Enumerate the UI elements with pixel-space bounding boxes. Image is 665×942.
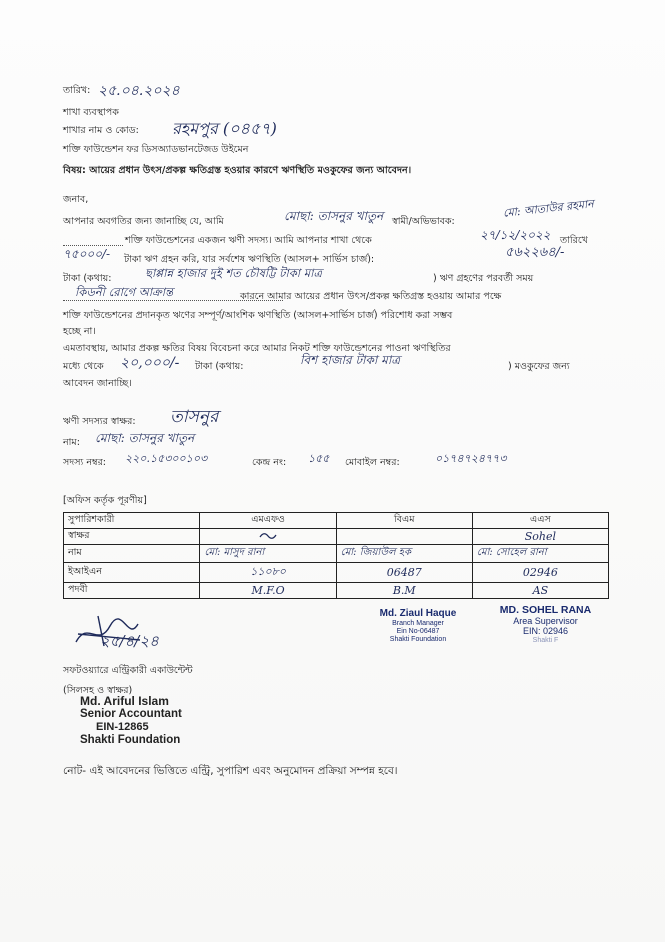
member-signature-label: ঋণী সদস্যর স্বাক্ষর: xyxy=(63,416,136,427)
accountant-stamp xyxy=(80,695,182,747)
balance-words-handwritten: ছাপ্পান্ন হাজার দুই শত চৌষট্টি টাকা মাত্র xyxy=(145,266,322,280)
center-no-label: কেন্দ্র নং: xyxy=(252,457,287,468)
stamp-name: MD. SOHEL RANA xyxy=(499,604,592,616)
body-text: টাকা (কথায়: xyxy=(195,361,244,372)
bm-designation: B.M xyxy=(336,583,472,599)
waiver-amount-handwritten: ২০,০০০/- xyxy=(120,355,180,371)
header-cell: এমএফও xyxy=(200,513,336,529)
branch-value: রহমপুর (০৪৫৭) xyxy=(172,119,277,138)
row-label: পদবী xyxy=(64,583,200,599)
row-label: ইআইএন xyxy=(64,563,200,583)
loan-amount-handwritten: ৭৫০০০/- xyxy=(63,247,111,261)
body-text: আপনার অবগতির জন্য জানাচ্ছি যে, আমি xyxy=(63,216,224,227)
area-supervisor-stamp xyxy=(483,604,608,645)
stamp-ein: Ein No-06487 xyxy=(396,627,440,635)
stamp-name: Md. Ziaul Haque xyxy=(379,608,457,619)
accountant-name: Md. Ariful Islam xyxy=(80,694,169,708)
stamp-ein: EIN: 02946 xyxy=(522,626,569,637)
table-header-row xyxy=(64,513,609,529)
approval-date: ২৫/৪/২৪ xyxy=(100,632,159,650)
body-text: মধ্যে থেকে xyxy=(63,361,104,372)
mfo-ein: ১১০৮০ xyxy=(200,563,336,583)
row-label: স্বাক্ষর xyxy=(64,529,200,545)
stamp-org: Shakti F xyxy=(532,636,559,644)
office-caption: [অফিস কর্তৃক পূরণীয়] xyxy=(63,495,147,506)
table-row xyxy=(64,583,609,599)
mfo-name: মো: মাসুদ রানা xyxy=(200,545,336,563)
member-name: মোছা: তাসনুর খাতুন xyxy=(95,431,195,445)
header-cell: এএস xyxy=(472,513,608,529)
member-name-label: নাম: xyxy=(63,437,80,448)
mfo-designation: M.F.O xyxy=(200,583,336,599)
body-text: আবেদন জানাচ্ছি। xyxy=(63,378,132,389)
table-row xyxy=(64,563,609,583)
as-signature: Sohel xyxy=(472,529,608,545)
row-label: নাম xyxy=(64,545,200,563)
mobile-no: ০১৭৪৭২৪৭৭৩ xyxy=(435,452,507,465)
member-signature: তাসনুর xyxy=(170,407,219,427)
date-value: ২৫.০৪.২০২৪ xyxy=(98,83,180,99)
center-no: ১৫৫ xyxy=(308,452,330,465)
bm-signature xyxy=(336,529,472,545)
recommendation-table xyxy=(63,512,609,599)
recipient-title: শাখা ব্যবস্থাপক xyxy=(63,107,119,118)
organization-line: শক্তি ফাউন্ডেশন ফর ডিসঅ্যাডভানটেজড উইমেন xyxy=(63,144,249,155)
as-ein: 02946 xyxy=(472,563,608,583)
body-text: তারিখে xyxy=(560,235,588,246)
member-no: ২২০.১৫৩০০১০৩ xyxy=(125,452,208,465)
body-text: কারনে আমার আয়ের প্রধান উৎস/প্রকল্প ক্ষতিগ্রস্ত হওয়ায় আমার পক্ষে xyxy=(240,291,502,302)
table-row xyxy=(64,529,609,545)
stamp-title: Branch Manager xyxy=(392,619,444,627)
body-text: ) ঋণ গ্রহণের পরবর্তী সময় xyxy=(433,273,534,284)
body-text: টাকা (কথায়: xyxy=(63,273,112,284)
signature-mark xyxy=(258,530,278,540)
subject-line: বিষয়: আয়ের প্রধান উৎস/প্রকল্প ক্ষতিগ্রস্ত হওয়ার কারণে ঋণস্থিতি মওকুফের জন্য আবেদন। xyxy=(63,165,412,176)
body-text: এমতাবস্থায়, আমার প্রকল্প ক্ষতির বিষয় বিবেচনা করে আমার নিকট শক্তি ফাউন্ডেশনের পাওনা ঋণস্থিতির xyxy=(63,343,451,354)
accountant-org: Shakti Foundation xyxy=(80,733,181,746)
accountant-title: Senior Accountant xyxy=(80,708,182,721)
accountant-seal-label: (সিলসহ ও স্বাক্ষর) xyxy=(63,685,133,696)
body-text: শক্তি ফাউন্ডেশনের প্রদানকৃত ঋণের সম্পূর্ণ/আংশিক ঋণস্থিতি (আসল+সার্ভিস চার্জ) পরিশোধ করা সম্ভব xyxy=(63,310,453,321)
accountant-label: সফটওয়্যারে এন্ট্রিকারী একাউন্টেন্ট xyxy=(63,665,193,676)
branch-label: শাখার নাম ও কোড: xyxy=(63,125,139,136)
accountant-ein: EIN-12865 xyxy=(96,721,149,734)
loan-date-handwritten: ২৭/১২/২০২২ xyxy=(480,228,551,242)
guardian-name-handwritten: মো: আতাউর রহমান xyxy=(502,197,595,220)
body-text: স্বামী/অভিভাবক: xyxy=(392,216,455,227)
table-row xyxy=(64,545,609,563)
member-no-label: সদস্য নম্বর: xyxy=(63,457,107,468)
balance-handwritten: ৫৬২২৬৪/- xyxy=(505,245,565,260)
salutation: জনাব, xyxy=(63,194,89,205)
branch-manager-stamp xyxy=(368,608,468,644)
footer-note: নোট- এই আবেদনের ভিত্তিতে এন্ট্রি, সুপারিশ এবং অনুমোদন প্রক্রিয়া সম্পন্ন হবে। xyxy=(63,765,398,777)
mobile-label: মোবাইল নম্বর: xyxy=(345,457,400,468)
stamp-title: Area Supervisor xyxy=(513,616,578,627)
reason-handwritten: কিডনী রোগে আক্রান্ত xyxy=(75,285,174,299)
body-text: শক্তি ফাউন্ডেশনের একজন ঋণী সদস্য। আমি আপনার শাখা থেকে xyxy=(125,235,372,246)
mfo-signature xyxy=(200,529,336,545)
bm-ein: 06487 xyxy=(336,563,472,583)
body-text: টাকা ঋণ গ্রহন করি, যার সর্বশেষ ঋণস্থিতি (আসল+ সার্ভিস চার্জ): xyxy=(124,254,375,265)
as-designation: AS xyxy=(472,583,608,599)
body-text: ) মওকুফের জন্য xyxy=(508,361,570,372)
waiver-words-handwritten: বিশ হাজার টাকা মাত্র xyxy=(300,353,401,367)
bm-name: মো: জিয়াউল হক xyxy=(336,545,472,563)
as-name: মো: সোহেল রানা xyxy=(472,545,608,563)
header-cell: বিএম xyxy=(336,513,472,529)
date-label: তারিখ: xyxy=(63,85,91,96)
header-cell: সুপারিশকারী xyxy=(64,513,200,529)
member-name-handwritten: মোছা: তাসনুর খাতুন xyxy=(284,209,384,223)
body-text: হচ্ছে না। xyxy=(63,326,96,337)
stamp-org: Shakti Foundation xyxy=(389,635,447,643)
